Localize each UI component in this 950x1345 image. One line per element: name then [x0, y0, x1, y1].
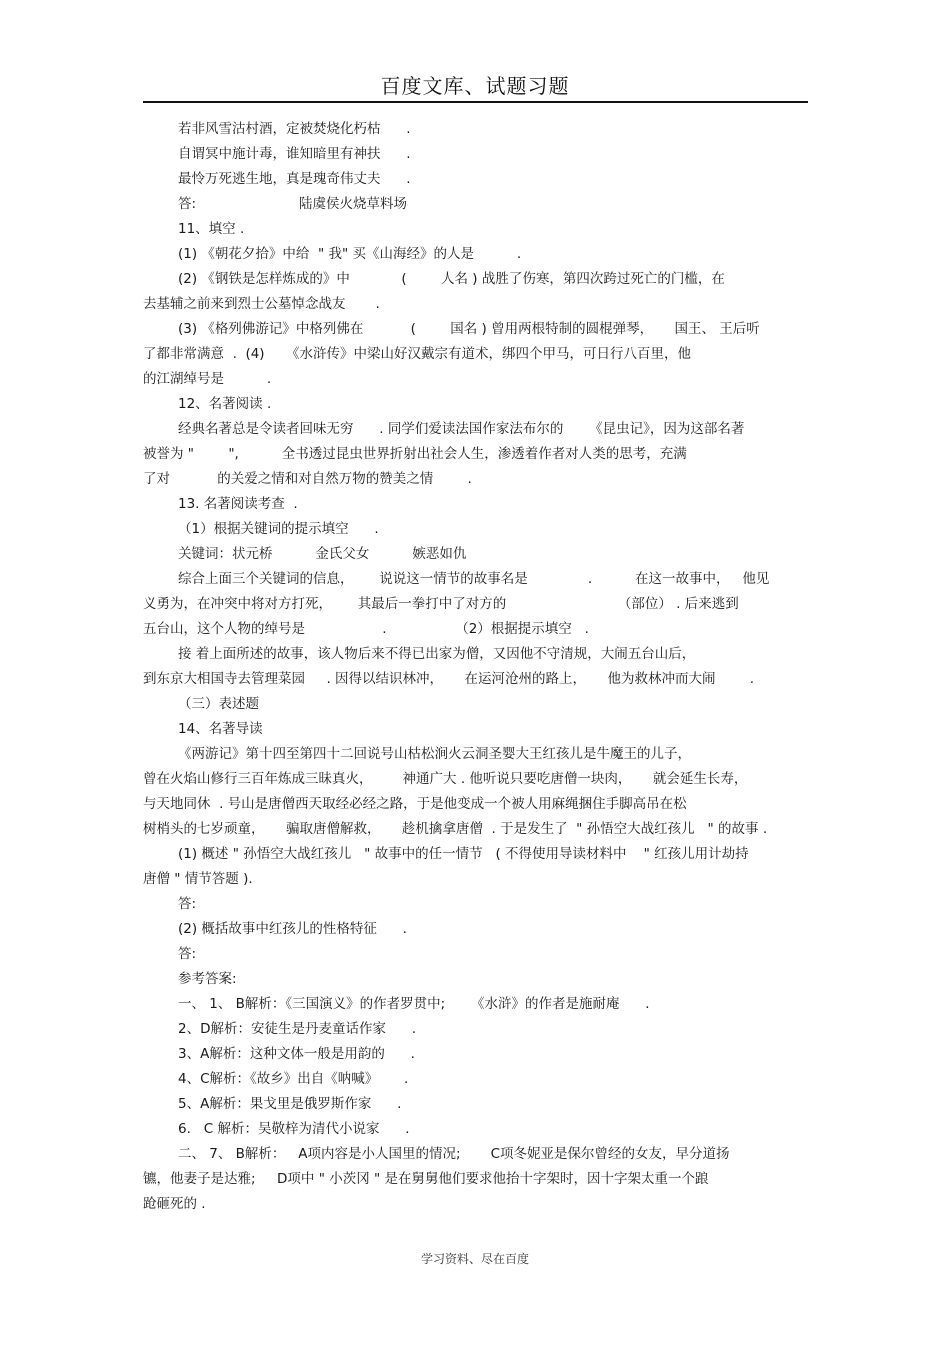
text-line: 与天地同休 . 号山是唐僧西天取经必经之路，于是他变成一个被人用麻绳捆住手脚高吊在松 — [143, 796, 687, 812]
text-line: 11、填空 . — [178, 221, 245, 237]
text-line: 若非风雪沽村酒，定被焚烧化朽枯 . — [178, 121, 411, 137]
text-line: 树梢头的七岁顽童， 骗取唐僧解救， 趁机擒拿唐僧 . 于是发生了 " 孙悟空大战红孩儿 " 的故事 . — [143, 821, 768, 837]
text-line: 唐僧 " 情节答题 ). — [143, 871, 253, 887]
text-line: 5、A解析：果戈里是俄罗斯作家 . — [178, 1096, 402, 1112]
text-line: 一、 1、 B解析：《三国演义》的作者罗贯中; 《水浒》的作者是施耐庵 . — [178, 996, 650, 1012]
text-line: 被誉为 " ", 全书透过昆虫世界折射出社会人生，渗透着作者对人类的思考，充满 — [143, 446, 687, 462]
text-line: 自谓冥中施计毒，谁知暗里有神扶 . — [178, 146, 411, 162]
page-footer: 学习资料、尽在百度 — [420, 1252, 529, 1266]
text-line: (1) 概述 " 孙悟空大战红孩儿 " 故事中的任一情节 ( 不得使用导读材料中 " 红孩儿用计劫持 — [178, 846, 749, 862]
text-line: (2) 概括故事中红孩儿的性格特征 . — [178, 921, 407, 937]
text-line: 经典名著总是令读者回味无穷 . 同学们爱读法国作家法布尔的 《昆虫记》，因为这部名著 — [178, 421, 745, 437]
text-line: 《两游记》第十四至第四十二回说号山枯松涧火云洞圣婴大王红孩儿是牛魔王的儿子， — [178, 746, 691, 762]
text-line: 曾在火焰山修行三百年炼成三昧真火， 神通广大 . 他听说只要吃唐僧一块肉， 就会延生长寿， — [143, 771, 748, 787]
text-line: 答: — [178, 946, 197, 962]
text-line: 答: — [178, 896, 197, 912]
text-line: 了都非常满意 . (4) 《水浒传》中梁山好汉戴宗有道术，绑四个甲马，可日行八百里，他 — [143, 346, 692, 362]
text-line: 二、 7、 B解析： A项内容是小人国里的情况; C项冬妮亚是保尔曾经的女友，早分道扬 — [178, 1146, 730, 1162]
text-line: (3) 《格列佛游记》中格列佛在 ( 国名 ) 曾用两根特制的圆棍弹琴， 国王、 王后听 — [178, 321, 760, 337]
text-line: 五台山，这个人物的绰号是 . （2）根据提示填空 . — [143, 621, 589, 637]
text-line: (2) 《钢铁是怎样炼成的》中 ( 人名 ) 战胜了伤寒，第四次跨过死亡的门槛，在 — [178, 271, 725, 287]
text-line: 13. 名著阅读考查 . — [178, 496, 298, 512]
text-line: (1) 《朝花夕拾》中给 " 我" 买《山海经》的人是 . — [178, 246, 522, 262]
text-line: 6. C 解析：吴敬梓为清代小说家 . — [178, 1121, 410, 1137]
text-line: 关键词：状元桥 金氏父女 嫉恶如仇 — [178, 546, 467, 562]
text-line: 跄砸死的 . — [143, 1196, 206, 1212]
text-line: 答: 陆虞侯火烧草料场 — [178, 196, 408, 212]
text-line: 最怜万死逃生地，真是瑰奇伟丈夫 . — [178, 171, 411, 187]
header-divider — [143, 101, 808, 103]
text-line: 去基辅之前来到烈士公墓悼念战友 . — [143, 296, 380, 312]
text-line: 14、名著导读 — [178, 721, 263, 737]
text-line: 2、D解析：安徒生是丹麦童话作家 . — [178, 1021, 417, 1037]
text-line: 3、A解析：这种文体一般是用韵的 . — [178, 1046, 415, 1062]
text-line: 的江湖绰号是 . — [143, 371, 272, 387]
text-line: 接 着上面所述的故事，该人物后来不得已出家为僧，又因他不守清规，大闹五台山后， — [178, 646, 696, 662]
page-header-title: 百度文库、试题习题 — [380, 74, 570, 98]
text-line: 义勇为，在冲突中将对方打死， 其最后一拳打中了对方的 （部位） . 后来逃到 — [143, 596, 739, 612]
text-line: 镳，他妻子是达雅; D项中 " 小茨冈 " 是在舅舅他们要求他抬十字架时，因十字架太重一个踉 — [143, 1171, 709, 1187]
text-line: 到东京大相国寺去管理菜园 . 因得以结识林冲， 在运河沧州的路上， 他为救林冲而大闹 . — [143, 671, 755, 687]
text-line: 综合上面三个关键词的信息， 说说这一情节的故事名是 . 在这一故事中， 他见 — [178, 571, 770, 587]
text-line: （三）表述题 — [178, 696, 259, 712]
text-line: （1）根据关键词的提示填空 . — [178, 521, 379, 537]
text-line: 了对 的关爱之情和对自然万物的赞美之情 . — [143, 471, 472, 487]
text-line: 参考答案: — [178, 971, 237, 987]
text-line: 12、名著阅读 . — [178, 396, 272, 412]
text-line: 4、C解析：《故乡》出自《呐喊》 . — [178, 1071, 409, 1087]
